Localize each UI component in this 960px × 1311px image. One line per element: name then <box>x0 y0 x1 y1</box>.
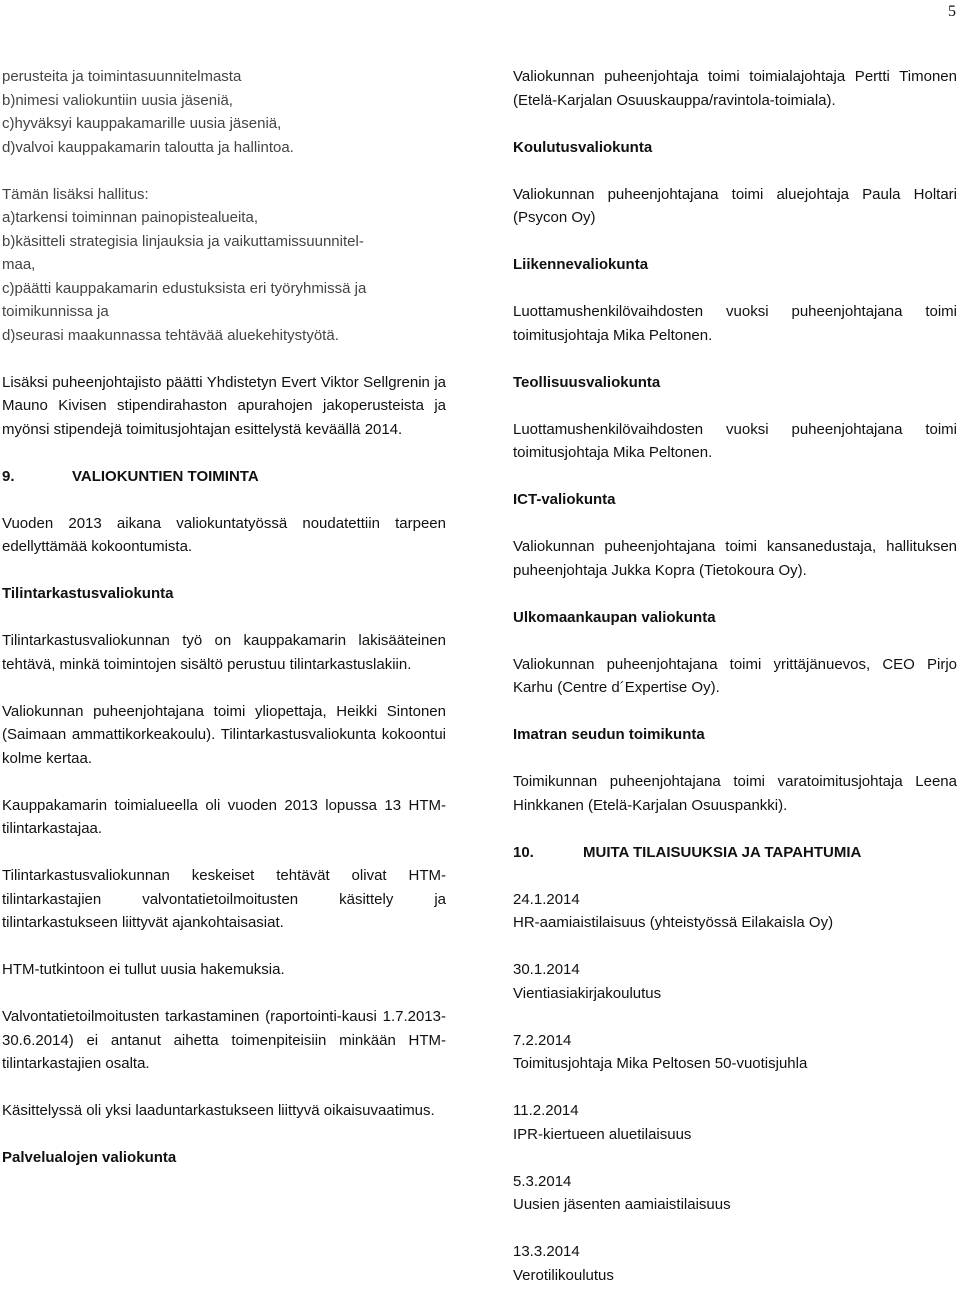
committee-paragraph: Valiokunnan puheenjohtajana toimi aluejohtaja Paula Holtari (Psycon Oy) <box>513 185 957 226</box>
committee-heading: ICT-valiokunta <box>513 491 616 508</box>
list-item: b)nimesi valiokuntiin uusia jäseniä, <box>2 91 233 109</box>
audit-paragraph: Käsittelyssä oli yksi laaduntarkastukseen liittyvä oikaisuvaatimus. <box>2 1102 435 1119</box>
page-number: 5 <box>948 3 956 20</box>
event-item <box>513 888 957 935</box>
section-title: VALIOKUNTIEN TOIMINTA <box>72 467 259 485</box>
event-date: 24.1.2014 <box>513 890 580 908</box>
event-date: 7.2.2014 <box>513 1031 572 1049</box>
list-item: perusteita ja toimintasuunnitelmasta <box>2 68 242 85</box>
event-date: 11.2.2014 <box>513 1102 579 1119</box>
board-decisions-list <box>2 65 446 159</box>
committee-heading: Koulutusvaliokunta <box>513 138 653 156</box>
committee-paragraph: Valiokunnan puheenjohtajana toimi kansanedustaja, hallituksen puheenjohtaja Jukka Kopra (Tietokoura Oy). <box>513 538 957 579</box>
committee-paragraph: Luottamushenkilövaihdosten vuoksi puheenjohtajana toimi toimitusjohtaja Mika Peltonen. <box>513 303 957 344</box>
list-item: d)seurasi maakunnassa tehtävää aluekehitystyötä. <box>2 326 339 344</box>
committee-heading: Liikennevaliokunta <box>513 256 649 273</box>
audit-paragraph: Tilintarkastusvaliokunnan keskeiset tehtävät olivat HTM-tilintarkastajien valvontatietoilmoitusten käsittely ja tilintarkastukseen liittyvät ajankohtaisasiat. <box>2 867 446 931</box>
section-10-heading <box>513 841 957 865</box>
committee-heading: Teollisuusvaliokunta <box>513 373 661 391</box>
services-committee-heading: Palvelualojen valiokunta <box>2 1149 177 1166</box>
event-item <box>513 1099 957 1146</box>
list-item: b)käsitteli strategisia linjauksia ja vaikuttamissuunnitel- <box>2 232 364 250</box>
left-column <box>2 65 446 1193</box>
section-9-paragraph: Vuoden 2013 aikana valiokuntatyössä noudatettiin tarpeen edellyttämää kokoontumista. <box>2 514 446 555</box>
event-title: Uusien jäsenten aamiaistilaisuus <box>513 1196 731 1213</box>
list-item: Tämän lisäksi hallitus: <box>2 185 149 203</box>
event-item <box>513 958 957 1005</box>
audit-paragraph: Tilintarkastusvaliokunnan työ on kauppakamarin lakisääteinen tehtävä, minkä toimintojen sisältö perustuu tilintarkastuslakiin. <box>2 632 446 673</box>
committee-paragraph: Valiokunnan puheenjohtajana toimi yrittäjänuevos, CEO Pirjo Karhu (Centre d´Expertise Oy). <box>513 655 957 696</box>
event-date: 13.3.2014 <box>513 1243 580 1260</box>
audit-paragraph: HTM-tutkintoon ei tullut uusia hakemuksia. <box>2 961 285 978</box>
committee-paragraph: Luottamushenkilövaihdosten vuoksi puheenjohtajana toimi toimitusjohtaja Mika Peltonen. <box>513 420 957 461</box>
audit-paragraph: Kauppakamarin toimialueella oli vuoden 2013 lopussa 13 HTM-tilintarkastajaa. <box>2 796 446 837</box>
committee-paragraph: Toimikunnan puheenjohtajana toimi varatoimitusjohtaja Leena Hinkkanen (Etelä-Karjalan Osuuspankki). <box>513 773 957 814</box>
event-item <box>513 1170 957 1217</box>
event-title: Verotilikoulutus <box>513 1266 614 1284</box>
event-date: 30.1.2014 <box>513 961 580 978</box>
event-date: 5.3.2014 <box>513 1172 572 1190</box>
committee-heading: Ulkomaankaupan valiokunta <box>513 608 716 626</box>
list-item: c)hyväksyi kauppakamarille uusia jäseniä, <box>2 115 282 132</box>
list-item: toimikunnissa ja <box>2 303 109 320</box>
audit-committee-heading: Tilintarkastusvaliokunta <box>2 585 174 602</box>
event-title: IPR-kiertueen aluetilaisuus <box>513 1125 692 1143</box>
audit-paragraph: Valiokunnan puheenjohtajana toimi yliopettaja, Heikki Sintonen (Saimaan ammattikorkeakoulu). Tilintarkastusvaliokunta kokoontui kolme kertaa. <box>2 702 446 767</box>
section-number: 9. <box>2 467 15 485</box>
board-additional-list <box>2 183 446 348</box>
list-item: d)valvoi kauppakamarin taloutta ja hallintoa. <box>2 138 294 156</box>
scholarship-paragraph: Lisäksi puheenjohtajisto päätti Yhdistetyn Evert Viktor Sellgrenin ja Mauno Kivisen stipendirahaston apurahojen jakoperusteista ja myönsi stipendejä toimitusjohtajan esittelystä keväällä 2014. <box>2 373 446 438</box>
event-item <box>513 1240 957 1287</box>
event-title: HR-aamiaistilaisuus (yhteistyössä Eilakaisla Oy) <box>513 914 834 931</box>
section-number: 10. <box>513 843 534 861</box>
event-title: Toimitusjohtaja Mika Peltosen 50-vuotisjuhla <box>513 1055 808 1072</box>
section-9-heading <box>2 465 446 489</box>
right-column <box>513 65 957 1311</box>
audit-paragraph: Valvontatietoilmoitusten tarkastaminen (raportointi-kausi 1.7.2013-30.6.2014) ei antanut aihetta toimenpiteisiin minkään HTM-tilintarkastajien osalta. <box>2 1008 446 1072</box>
section-title: MUITA TILAISUUKSIA JA TAPAHTUMIA <box>583 843 862 861</box>
committee-heading: Imatran seudun toimikunta <box>513 726 705 743</box>
list-item: c)päätti kauppakamarin edustuksista eri työryhmissä ja <box>2 279 367 297</box>
list-item: a)tarkensi toiminnan painopistealueita, <box>2 209 258 226</box>
services-committee-paragraph: Valiokunnan puheenjohtaja toimi toimialajohtaja Pertti Timonen (Etelä-Karjalan Osuuskauppa/ravintola-toimiala). <box>513 68 957 109</box>
event-title: Vientiasiakirjakoulutus <box>513 984 662 1002</box>
list-item: maa, <box>2 256 36 273</box>
event-item <box>513 1029 957 1076</box>
